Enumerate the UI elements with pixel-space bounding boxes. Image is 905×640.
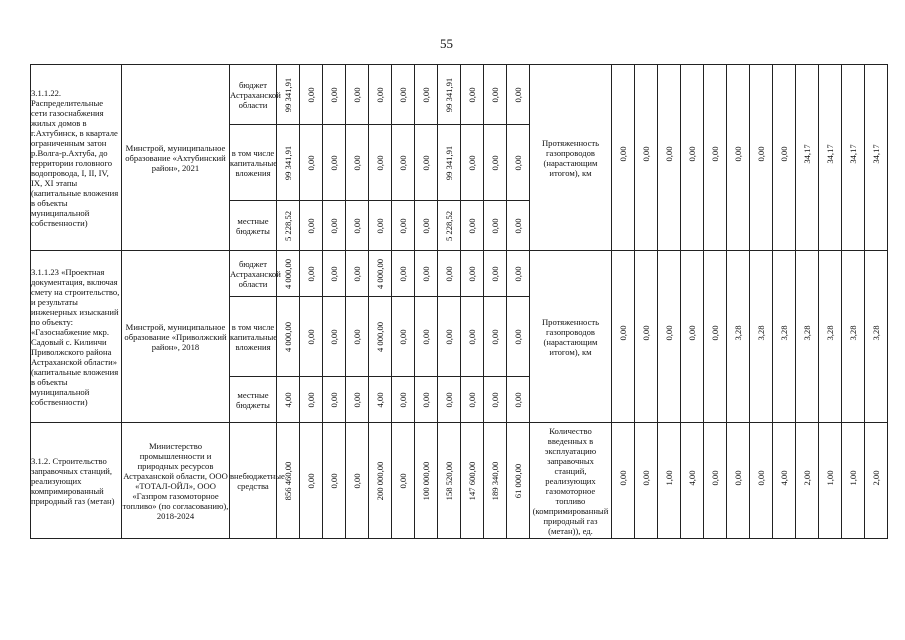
funding-value: [277, 423, 300, 539]
funding-source: внебюджетные средства: [230, 423, 277, 539]
funding-value-text: 0,00: [352, 86, 362, 103]
indicator-value-text: 34,17: [848, 144, 858, 164]
funding-value: [415, 297, 438, 377]
indicator-value: [635, 65, 658, 251]
indicator-value: [658, 251, 681, 423]
funding-value-text: 0,00: [490, 391, 500, 408]
funding-value-text: 0,00: [490, 217, 500, 234]
funding-value-text: 5 228,52: [444, 210, 454, 241]
funding-value-text: 0,00: [513, 328, 523, 345]
indicator-value: [612, 65, 635, 251]
indicator: Протяженность газопроводов (нарастающим итогом), км: [530, 251, 612, 423]
funding-value: [300, 65, 323, 125]
indicator-value-text: 0,00: [710, 470, 720, 486]
funding-value: [438, 251, 461, 297]
funding-value-text: 0,00: [375, 86, 385, 103]
indicator-value-text: 0,00: [733, 146, 743, 162]
funding-value-text: 0,00: [467, 391, 477, 408]
indicator-value-text: 0,00: [641, 146, 651, 162]
activity-name: 3.1.1.22. Распределительные сети газоснабжения жилых домов в г.Ахтубинск, в квартале ограниченным затон р.Волга-р.Ахтуба, до территории головного водопровода, I, II, IV, IX, XI этапы (капитальные вложения в объекты муниципальной собственности): [31, 65, 122, 251]
indicator-value: [727, 65, 750, 251]
funding-value-text: 0,00: [306, 265, 316, 282]
funding-value: [323, 65, 346, 125]
funding-value-text: 61 000,00: [513, 463, 523, 498]
funding-value-text: 0,00: [329, 265, 339, 282]
indicator-value: [819, 65, 842, 251]
table-body: [31, 65, 888, 539]
funding-value: [300, 125, 323, 201]
funding-value: [369, 377, 392, 423]
funding-value: [323, 251, 346, 297]
funding-value: [323, 201, 346, 251]
indicator-value-text: 0,00: [641, 470, 651, 486]
indicator-value-text: 1,00: [848, 470, 858, 486]
funding-value-text: 4 000,00: [283, 258, 293, 289]
indicator-value: [796, 423, 819, 539]
indicator-value-text: 2,00: [871, 470, 881, 486]
indicator-value-text: 3,28: [733, 325, 743, 341]
funding-value: [277, 377, 300, 423]
indicator: Количество введенных в эксплуатацию заправочных станций, реализующих газомоторное топливо (компримированный природный газ (метан)), ед.: [530, 423, 612, 539]
funding-source: местные бюджеты: [230, 377, 277, 423]
funding-value-text: 0,00: [398, 217, 408, 234]
funding-value-text: 147 600,00: [467, 461, 477, 500]
indicator-value: [865, 423, 888, 539]
funding-value: [300, 251, 323, 297]
funding-value-text: 0,00: [421, 265, 431, 282]
funding-value-text: 99 341,91: [283, 145, 293, 180]
funding-value-text: 0,00: [352, 391, 362, 408]
funding-value-text: 856 460,00: [283, 461, 293, 500]
funding-value-text: 0,00: [329, 154, 339, 171]
funding-value: [277, 201, 300, 251]
funding-value: [507, 201, 530, 251]
indicator-value: [750, 251, 773, 423]
funding-value: [438, 297, 461, 377]
funding-value-text: 0,00: [306, 472, 316, 489]
indicator-value-text: 0,00: [733, 470, 743, 486]
indicator-value-text: 1,00: [664, 470, 674, 486]
funding-value: [346, 377, 369, 423]
indicator-value: [658, 65, 681, 251]
funding-value-text: 0,00: [352, 265, 362, 282]
indicator-value-text: 3,28: [802, 325, 812, 341]
indicator-value: [750, 423, 773, 539]
indicator-value-text: 3,28: [871, 325, 881, 341]
table-row: [31, 423, 888, 539]
funding-value: [507, 423, 530, 539]
funding-value-text: 0,00: [329, 328, 339, 345]
indicator-value-text: 0,00: [618, 325, 628, 341]
funding-value: [300, 423, 323, 539]
indicator-value: [773, 65, 796, 251]
funding-value-text: 0,00: [398, 328, 408, 345]
funding-value: [300, 297, 323, 377]
funding-value: [507, 251, 530, 297]
funding-value-text: 0,00: [513, 265, 523, 282]
indicator-value-text: 1,00: [825, 470, 835, 486]
executor: Минстрой, муниципальное образование «Приволжский район», 2018: [122, 251, 230, 423]
indicator-value-text: 4,00: [779, 470, 789, 486]
indicator-value-text: 0,00: [641, 325, 651, 341]
funding-value-text: 0,00: [329, 391, 339, 408]
funding-value: [392, 201, 415, 251]
funding-source: бюджет Астраханской области: [230, 251, 277, 297]
funding-value: [392, 125, 415, 201]
funding-value-text: 200 000,00: [375, 461, 385, 500]
funding-value: [277, 251, 300, 297]
funding-value: [484, 297, 507, 377]
indicator-value: [727, 251, 750, 423]
table-row: [31, 65, 888, 125]
funding-value-text: 0,00: [398, 391, 408, 408]
indicator-value-text: 0,00: [618, 470, 628, 486]
funding-value: [438, 377, 461, 423]
executor: Министерство промышленности и природных ресурсов Астраханской области, ООО «ТОТАЛ-ОЙЛ», ООО «Газпром газомоторное топливо» (по согласованию), 2018-2024: [122, 423, 230, 539]
indicator-value: [865, 251, 888, 423]
funding-value: [415, 201, 438, 251]
program-table: [30, 64, 888, 539]
funding-value: [415, 251, 438, 297]
indicator-value: [635, 251, 658, 423]
indicator-value: [842, 423, 865, 539]
indicator-value: [842, 65, 865, 251]
funding-value-text: 0,00: [352, 472, 362, 489]
funding-value-text: 158 520,00: [444, 461, 454, 500]
indicator-value: [658, 423, 681, 539]
funding-value: [484, 125, 507, 201]
indicator-value: [773, 423, 796, 539]
indicator-value: [681, 251, 704, 423]
funding-value: [346, 125, 369, 201]
funding-value-text: 0,00: [444, 328, 454, 345]
funding-value-text: 0,00: [467, 154, 477, 171]
funding-value: [507, 65, 530, 125]
funding-value-text: 0,00: [513, 154, 523, 171]
funding-value: [392, 65, 415, 125]
funding-value-text: 0,00: [513, 217, 523, 234]
funding-source: бюджет Астраханской области: [230, 65, 277, 125]
funding-value-text: 0,00: [444, 391, 454, 408]
indicator-value: [704, 65, 727, 251]
funding-source: местные бюджеты: [230, 201, 277, 251]
funding-value-text: 0,00: [467, 328, 477, 345]
indicator-value: [819, 251, 842, 423]
funding-value: [392, 297, 415, 377]
funding-value: [507, 377, 530, 423]
indicator-value: [773, 251, 796, 423]
indicator-value: [704, 251, 727, 423]
funding-value: [369, 423, 392, 539]
indicator-value: [681, 65, 704, 251]
funding-value: [461, 125, 484, 201]
funding-value: [392, 377, 415, 423]
funding-value-text: 4 000,00: [375, 258, 385, 289]
funding-value-text: 0,00: [329, 86, 339, 103]
indicator-value-text: 0,00: [756, 470, 766, 486]
indicator-value: [681, 423, 704, 539]
funding-source: в том числе капитальные вложения: [230, 125, 277, 201]
indicator-value-text: 3,28: [825, 325, 835, 341]
funding-value-text: 0,00: [306, 217, 316, 234]
indicator-value-text: 0,00: [710, 146, 720, 162]
funding-value-text: 0,00: [444, 265, 454, 282]
funding-value: [277, 65, 300, 125]
funding-value: [484, 65, 507, 125]
funding-value-text: 0,00: [375, 217, 385, 234]
funding-value: [346, 201, 369, 251]
indicator: Протяженность газопроводов (нарастающим итогом), км: [530, 65, 612, 251]
funding-value-text: 99 341,91: [283, 77, 293, 112]
funding-value-text: 0,00: [375, 154, 385, 171]
indicator-value: [612, 251, 635, 423]
funding-value-text: 0,00: [421, 328, 431, 345]
indicator-value-text: 4,00: [687, 470, 697, 486]
funding-value-text: 0,00: [513, 86, 523, 103]
funding-value: [461, 423, 484, 539]
funding-value: [277, 297, 300, 377]
funding-value: [346, 297, 369, 377]
funding-value-text: 0,00: [467, 86, 477, 103]
funding-value-text: 0,00: [421, 217, 431, 234]
funding-value-text: 0,00: [467, 265, 477, 282]
funding-value: [484, 251, 507, 297]
funding-value-text: 189 340,00: [490, 461, 500, 500]
funding-value-text: 0,00: [352, 154, 362, 171]
indicator-value: [635, 423, 658, 539]
indicator-value-text: 3,28: [756, 325, 766, 341]
indicator-value-text: 0,00: [664, 146, 674, 162]
funding-value: [484, 423, 507, 539]
indicator-value-text: 34,17: [802, 144, 812, 164]
indicator-value-text: 3,28: [848, 325, 858, 341]
indicator-value: [842, 251, 865, 423]
funding-value: [369, 297, 392, 377]
funding-value: [369, 65, 392, 125]
funding-value: [323, 297, 346, 377]
indicator-value-text: 34,17: [871, 144, 881, 164]
indicator-value: [612, 423, 635, 539]
indicator-value: [865, 65, 888, 251]
indicator-value-text: 0,00: [779, 146, 789, 162]
funding-value-text: 4,00: [283, 391, 293, 408]
funding-value-text: 0,00: [306, 328, 316, 345]
funding-value-text: 0,00: [398, 86, 408, 103]
funding-value: [415, 65, 438, 125]
funding-value: [484, 377, 507, 423]
indicator-value-text: 0,00: [687, 146, 697, 162]
indicator-value: [727, 423, 750, 539]
funding-value: [461, 297, 484, 377]
funding-value: [461, 65, 484, 125]
funding-value-text: 100 000,00: [421, 461, 431, 500]
funding-value: [277, 125, 300, 201]
funding-value-text: 0,00: [329, 472, 339, 489]
funding-value-text: 0,00: [490, 265, 500, 282]
funding-value-text: 0,00: [398, 154, 408, 171]
funding-value: [484, 201, 507, 251]
funding-value-text: 0,00: [352, 217, 362, 234]
activity-name: 3.1.2. Строительство заправочных станций, реализующих компримированный природный газ (метан): [31, 423, 122, 539]
funding-value-text: 99 341,91: [444, 77, 454, 112]
funding-value: [392, 251, 415, 297]
funding-value-text: 0,00: [513, 391, 523, 408]
table-row: [31, 251, 888, 297]
activity-name: 3.1.1.23 «Проектная документация, включая смету на строительство, и результаты инженерных изысканий по объекту: «Газоснабжение мкр. Садовый с. Килинчи Приволжского района Астраханской области» (капитальные вложения в объекты муниципальной собственности): [31, 251, 122, 423]
funding-value: [323, 423, 346, 539]
indicator-value-text: 0,00: [710, 325, 720, 341]
indicator-value-text: 0,00: [664, 325, 674, 341]
indicator-value: [796, 251, 819, 423]
funding-value: [323, 377, 346, 423]
funding-value-text: 0,00: [421, 86, 431, 103]
funding-value-text: 5 228,52: [283, 210, 293, 241]
indicator-value-text: 2,00: [802, 470, 812, 486]
funding-value: [415, 125, 438, 201]
funding-value: [415, 377, 438, 423]
indicator-value-text: 0,00: [618, 146, 628, 162]
funding-value: [323, 125, 346, 201]
funding-value-text: 0,00: [421, 391, 431, 408]
funding-value: [392, 423, 415, 539]
funding-value-text: 0,00: [352, 328, 362, 345]
funding-value-text: 0,00: [467, 217, 477, 234]
funding-value-text: 4 000,00: [375, 321, 385, 352]
funding-value-text: 99 341,91: [444, 145, 454, 180]
indicator-value-text: 3,28: [779, 325, 789, 341]
funding-value-text: 0,00: [398, 472, 408, 489]
page-number: 55: [440, 36, 453, 51]
funding-value-text: 0,00: [421, 154, 431, 171]
funding-value: [438, 125, 461, 201]
funding-value-text: 0,00: [398, 265, 408, 282]
funding-value-text: 0,00: [329, 217, 339, 234]
funding-value: [300, 377, 323, 423]
funding-value: [346, 423, 369, 539]
funding-value: [369, 125, 392, 201]
indicator-value-text: 34,17: [825, 144, 835, 164]
funding-value: [461, 201, 484, 251]
indicator-value: [704, 423, 727, 539]
funding-value: [438, 423, 461, 539]
funding-value: [507, 297, 530, 377]
funding-value: [461, 251, 484, 297]
indicator-value-text: 0,00: [687, 325, 697, 341]
indicator-value-text: 0,00: [756, 146, 766, 162]
funding-value: [300, 201, 323, 251]
funding-value: [369, 251, 392, 297]
funding-value-text: 0,00: [490, 328, 500, 345]
funding-value-text: 0,00: [490, 154, 500, 171]
funding-value: [346, 251, 369, 297]
funding-value-text: 4,00: [375, 391, 385, 408]
funding-value: [438, 65, 461, 125]
funding-value: [461, 377, 484, 423]
funding-value-text: 0,00: [490, 86, 500, 103]
executor: Минстрой, муниципальное образование «Ахтубинский район», 2021: [122, 65, 230, 251]
funding-source: в том числе капитальные вложения: [230, 297, 277, 377]
indicator-value: [750, 65, 773, 251]
funding-value: [415, 423, 438, 539]
funding-value-text: 0,00: [306, 154, 316, 171]
funding-value: [369, 201, 392, 251]
funding-value: [438, 201, 461, 251]
funding-value-text: 0,00: [306, 86, 316, 103]
funding-value: [346, 65, 369, 125]
funding-value-text: 4 000,00: [283, 321, 293, 352]
indicator-value: [796, 65, 819, 251]
funding-value: [507, 125, 530, 201]
indicator-value: [819, 423, 842, 539]
funding-value-text: 0,00: [306, 391, 316, 408]
